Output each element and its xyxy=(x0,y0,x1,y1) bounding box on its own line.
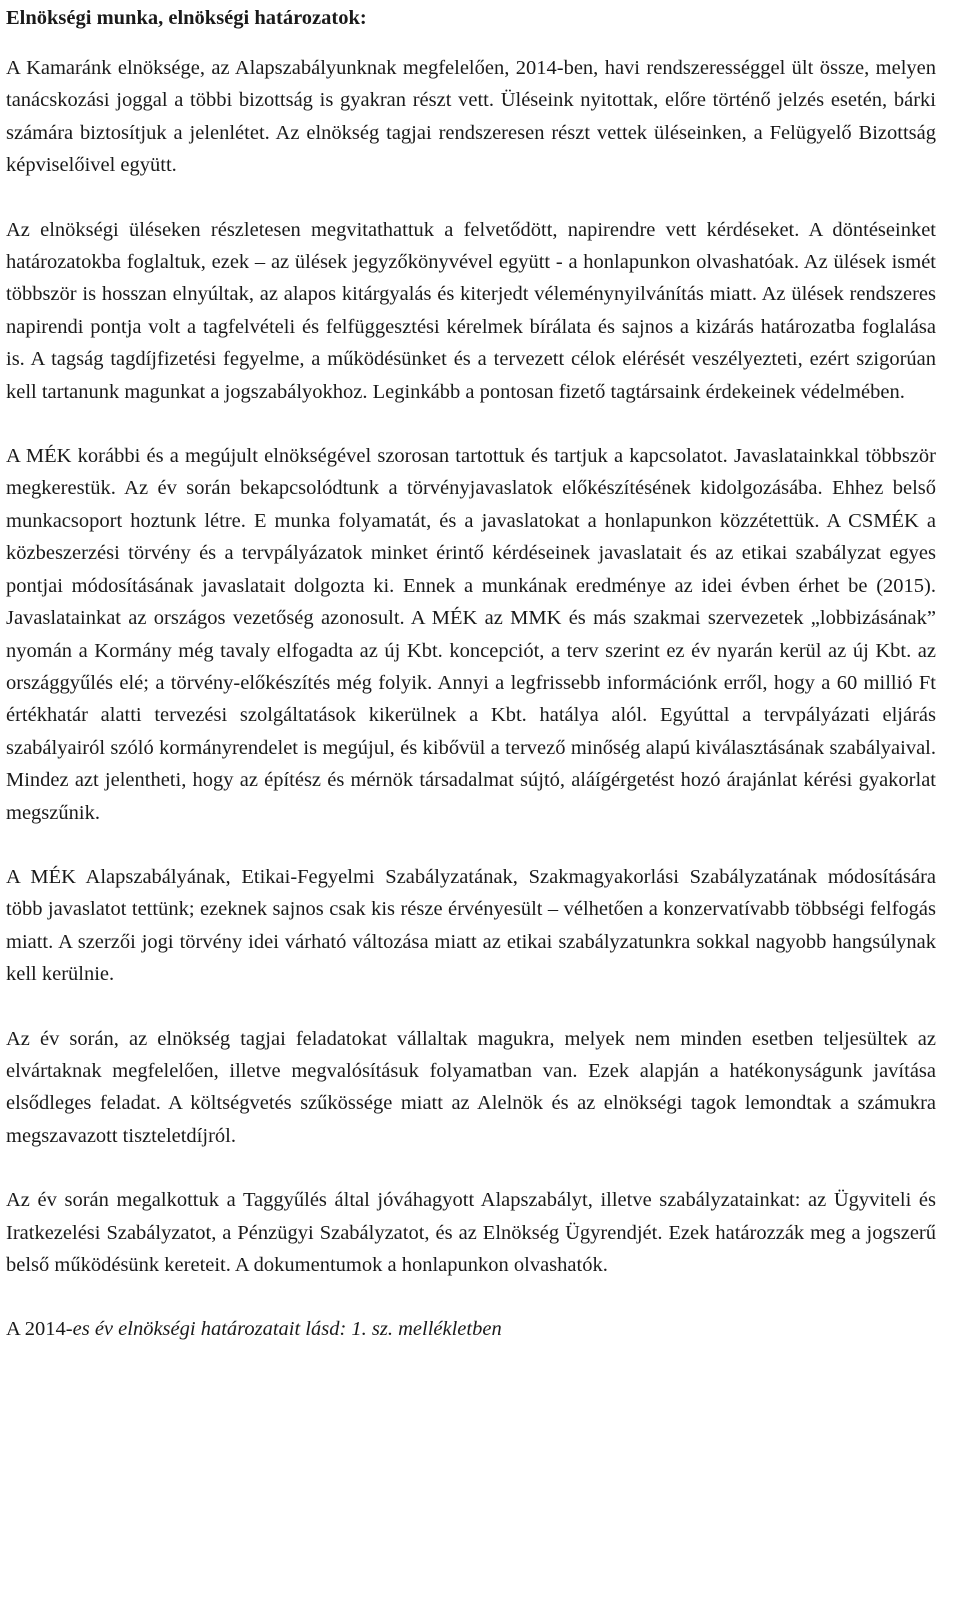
annex-reference-italic: es év elnökségi határozatait lásd: 1. sz. mellékletben xyxy=(72,1318,502,1341)
paragraph-decisions: Az elnökségi üléseken részletesen megvitathattuk a felvetődött, napirendre vett kérdéseket. A döntéseinket határozatokba foglaltuk, ezek – az ülések jegyzőkönyvével együtt - a honlapunkon olvashatóak. Az ülések ismét többször is hosszan elnyúltak, az alapos kitárgyalás és kiterjedt véleménynyilvánítás miatt. Az ülések rendszeres napirendi pontja volt a tagfelvételi és felfüggesztési kérelmek bírálata és sajnos a kizárás határozatba foglalása is. A tagság tagdíjfizetési fegyelme, a működésünket és a tervezett célok elérését veszélyezteti, ezért szigorúan kell tartanunk magunkat a jogszabályokhoz. Leginkább a pontosan fizető tagtársaink érdekeinek védelmében. xyxy=(6,218,936,403)
paragraph-board-tasks: Az év során, az elnökség tagjai feladatokat vállaltak magukra, melyek nem minden esetben teljesültek az elvártaknak megfelelően, illetve megvalósításuk folyamatban van. Ezek alapján a hatékonyságunk javítása elsődleges feladat. A költségvetés szűkössége miatt az Alelnök és az elnökségi tagok lemondtak a számukra megszavazott tiszteletdíjról. xyxy=(6,1027,936,1147)
section-heading: Elnökségi munka, elnökségi határozatok: xyxy=(6,7,367,29)
paragraph-mek-relations: A MÉK korábbi és a megújult elnökségével szorosan tartottuk és tartjuk a kapcsolatot. Javaslatainkkal többször megkerestük. Az év során bekapcsolódtunk a törvényjavaslatok előkészítésének kidolgozásába. Ehhez belső munkacsoport hoztunk létre. E munka folyamatát, és a javaslatokat a honlapunkon közzétettük. A CSMÉK a közbeszerzési törvény és a tervpályázatok minket érintő kérdéseinek javaslatait és az etikai szabályzat egyes pontjai módosításának javaslatait dolgozta ki. Ennek a munkának eredménye az idei évben érhet be (2015). Javaslatainkat az országos vezetőség azonosult. A MÉK az MMK és más szakmai szervezetek „lobbizásának” nyomán a Kormány még tavaly elfogadta az új Kbt. koncepciót, a terv szerint ez év nyarán kerül az új Kbt. az országgyűlés elé; a törvény-előkészítés még folyik. Annyi a legfrissebb információnk erről, hogy a 60 millió Ft értékhatár alatti tervezési szolgáltatások kikerülnek a Kbt. hatálya alól. Egyúttal a tervpályázati eljárás szabályairól szóló kormányrendelet is megújul, és kibővül a tervező minőség alapú kiválasztásának szabályaival. Mindez azt jelentheti, hogy az építész és mérnök társadalmat sújtó, aláígérgetést hozó árajánlat kérési gyakorlat megszűnik. xyxy=(6,445,936,824)
paragraph-adopted-rules: Az év során megalkottuk a Taggyűlés által jóváhagyott Alapszabályt, illetve szabályzatainkat: az Ügyviteli és Iratkezelési Szabályzatot, a Pénzügyi Szabályzatot, és az Elnökség Ügyrendjét. Ezek határozzák meg a jogszerű belső működésünk kereteit. A dokumentumok a honlapunkon olvashatók. xyxy=(6,1189,936,1276)
annex-reference-prefix: A 2014- xyxy=(6,1318,73,1341)
annex-reference xyxy=(6,1313,936,1345)
paragraph-meetings: A Kamaránk elnöksége, az Alapszabályunknak megfelelően, 2014-ben, havi rendszerességgel ült össze, melyen tanácskozási joggal a többi bizottság is gyakran részt vett. Üléseink nyitottak, előre történő jelzés esetén, bárki számára biztosítjuk a jelenlétet. Az elnökség tagjai rendszeresen részt vettek üléseinken, a Felügyelő Bizottság képviselőivel együtt. xyxy=(6,57,936,177)
paragraph-regulations-proposals: A MÉK Alapszabályának, Etikai-Fegyelmi Szabályzatának, Szakmagyakorlási Szabályzatának módosítására több javaslatot tettünk; ezeknek sajnos csak kis része érvényesült – vélhetően a konzervatívabb többségi felfogás miatt. A szerzői jogi törvény idei várható változása miatt az etikai szabályzatunkra sokkal nagyobb hangsúlynak kell kerülnie. xyxy=(6,865,936,986)
